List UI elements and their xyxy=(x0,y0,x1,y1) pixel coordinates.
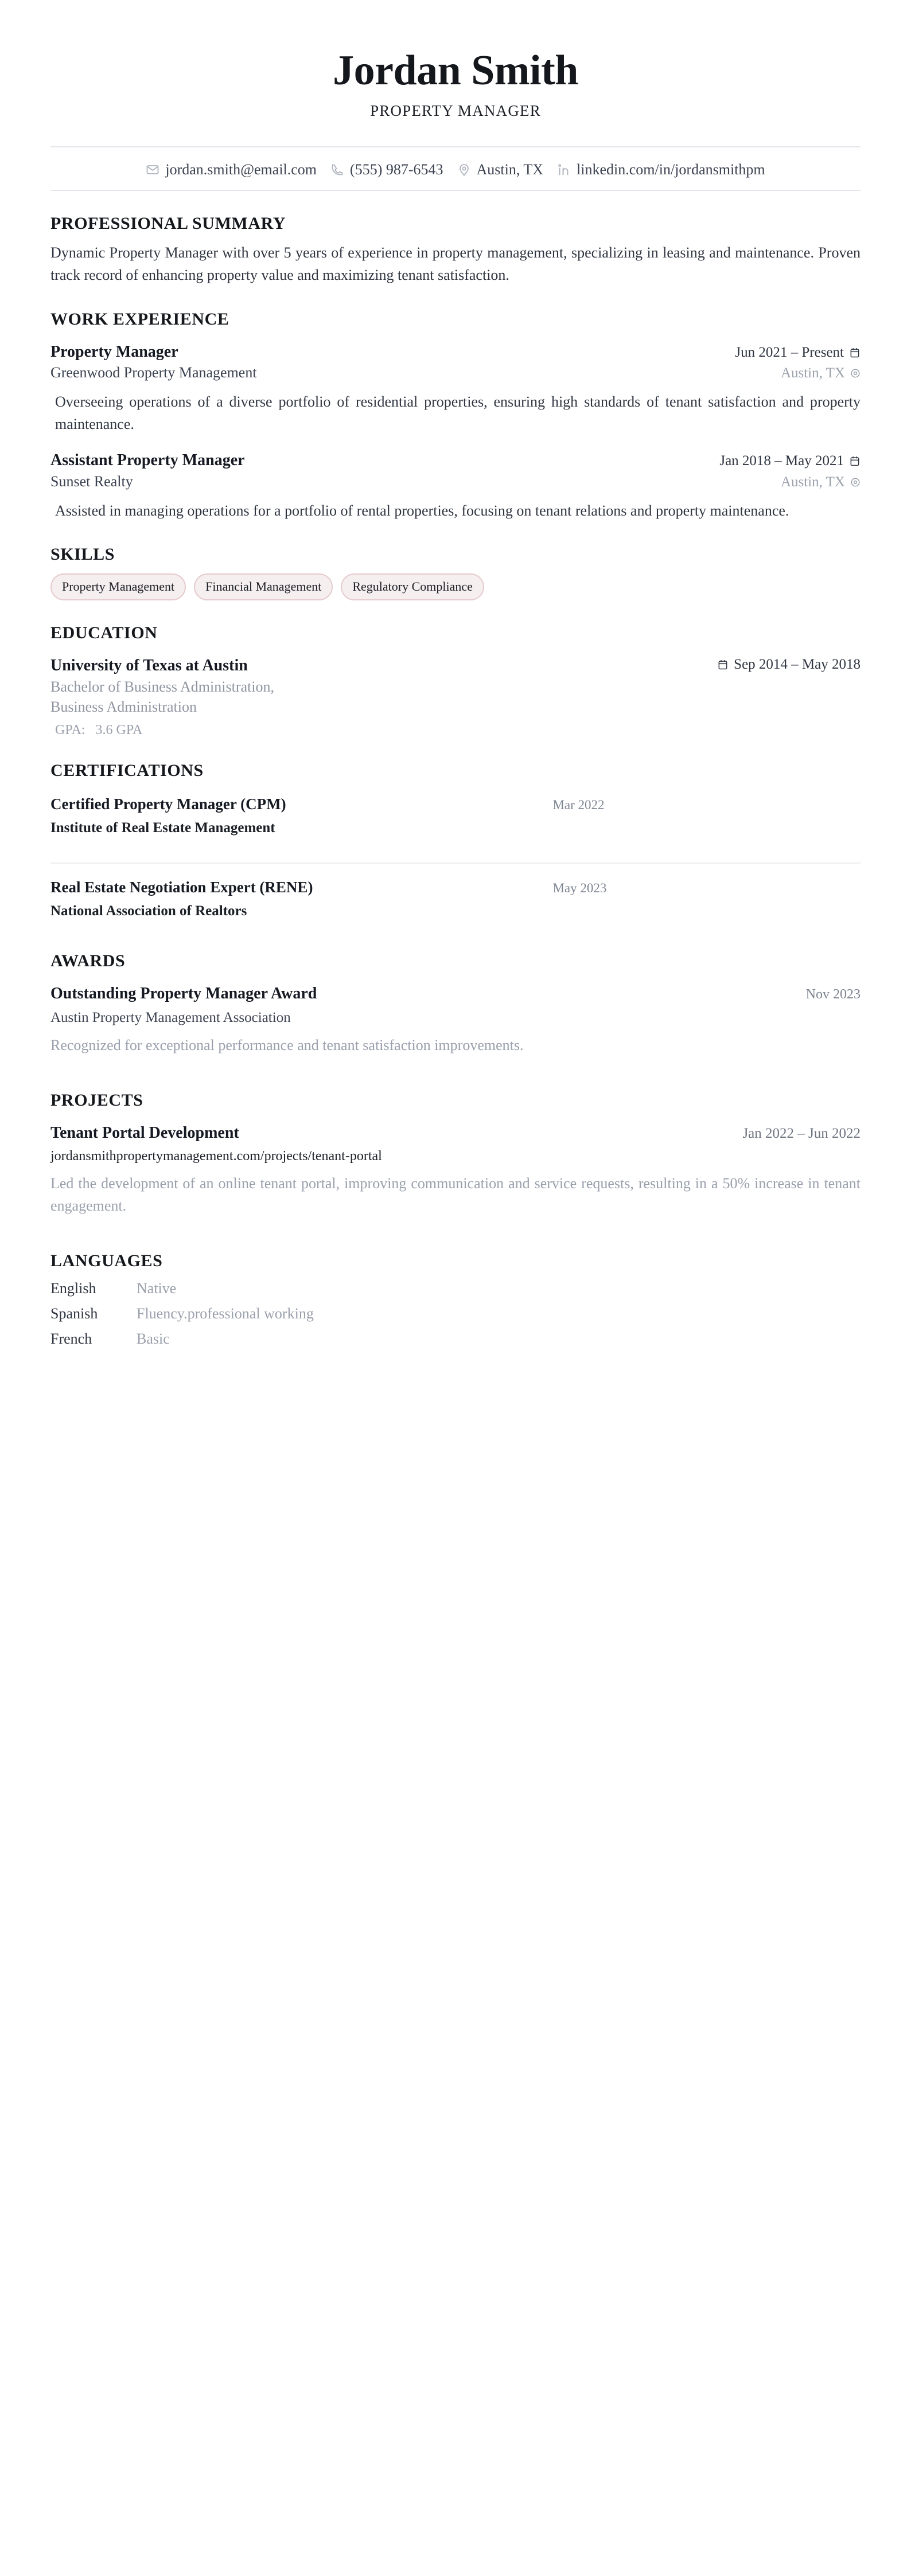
award-description: Recognized for exceptional performance and tenant satisfaction improvements. xyxy=(50,1037,524,1054)
work-description: Overseeing operations of a diverse portfolio of residential properties, ensuring high standards of tenant satisfaction and property maintenance. xyxy=(55,393,861,433)
language-name: Spanish xyxy=(50,1305,98,1322)
education-gpa-label: GPA: xyxy=(55,722,85,737)
section-title-awards: AWARDS xyxy=(50,951,126,970)
education-degree-line-1: Bachelor of Business Administration, xyxy=(50,678,274,695)
summary-text: Dynamic Property Manager with over 5 years of experience in property management, specializing in leasing and maintenance. Proven track record of enhancing property value and maximizing tenant satisfaction. xyxy=(50,244,861,284)
header-divider xyxy=(50,146,861,147)
section-title-work: WORK EXPERIENCE xyxy=(50,309,229,329)
language-name: French xyxy=(50,1330,92,1347)
language-level: Basic xyxy=(137,1330,170,1347)
contact-location-text: Austin, TX xyxy=(476,161,544,178)
section-work-experience xyxy=(50,310,861,522)
work-company: Sunset Realty xyxy=(50,473,133,490)
certification-divider xyxy=(50,862,861,864)
work-entry-subheader xyxy=(50,362,861,383)
award-name: Outstanding Property Manager Award xyxy=(50,984,317,1002)
language-level: Fluency.professional working xyxy=(137,1305,314,1322)
certification-name: Real Estate Negotiation Expert (RENE) xyxy=(50,878,313,896)
work-role: Assistant Property Manager xyxy=(50,451,245,470)
education-dates xyxy=(717,657,861,673)
certification-issuer: Institute of Real Estate Management xyxy=(50,819,275,836)
envelope-icon xyxy=(146,163,159,177)
certification-header xyxy=(50,795,861,813)
contact-linkedin-text: linkedin.com/in/jordansmithpm xyxy=(577,161,765,178)
phone-icon xyxy=(330,163,344,177)
section-awards xyxy=(50,951,861,1056)
calendar-icon xyxy=(849,347,861,358)
page-title: Jordan Smith xyxy=(333,47,578,94)
contact-location[interactable] xyxy=(453,162,548,177)
award-issuer: Austin Property Management Association xyxy=(50,1010,291,1026)
work-entry xyxy=(50,342,861,435)
work-dates-text: Jan 2018 – May 2021 xyxy=(719,453,844,469)
skill-tag: Regulatory Compliance xyxy=(341,573,484,601)
section-title-skills: SKILLS xyxy=(50,544,115,564)
certification-date: May 2023 xyxy=(552,880,607,895)
work-entry-subheader xyxy=(50,471,861,491)
work-entry-header xyxy=(50,342,861,362)
section-projects xyxy=(50,1091,861,1216)
certification-issuer: National Association of Realtors xyxy=(50,903,247,919)
certification-entry xyxy=(50,879,861,919)
award-entry xyxy=(50,983,861,1056)
section-title-languages: LANGUAGES xyxy=(50,1251,163,1270)
work-company: Greenwood Property Management xyxy=(50,364,257,381)
contact-divider xyxy=(50,190,861,191)
certification-name: Certified Property Manager (CPM) xyxy=(50,795,286,813)
section-education xyxy=(50,623,861,738)
education-dates-text: Sep 2014 – May 2018 xyxy=(734,657,861,673)
education-school: University of Texas at Austin xyxy=(50,657,248,675)
work-location xyxy=(781,365,861,381)
language-level: Native xyxy=(137,1279,177,1297)
work-location xyxy=(781,474,861,490)
contact-phone[interactable] xyxy=(326,162,447,177)
language-row xyxy=(50,1305,861,1322)
project-name: Tenant Portal Development xyxy=(50,1124,239,1142)
contact-email-text: jordan.smith@email.com xyxy=(165,161,317,178)
section-certifications xyxy=(50,761,861,919)
education-entry xyxy=(50,655,861,738)
skills-list xyxy=(50,573,861,601)
project-link[interactable]: jordansmithpropertymanagement.com/projects/tenant-portal xyxy=(50,1148,382,1164)
work-dates-text: Jun 2021 – Present xyxy=(735,344,844,360)
project-description: Led the development of an online tenant portal, improving communication and service requests, resulting in a 50% increase in tenant engagement. xyxy=(50,1174,861,1214)
certification-entry xyxy=(50,795,861,836)
contact-email[interactable] xyxy=(141,162,321,177)
contact-row xyxy=(50,162,861,177)
project-entry xyxy=(50,1123,861,1216)
calendar-icon xyxy=(717,659,729,670)
section-title-projects: PROJECTS xyxy=(50,1091,143,1110)
resume-header xyxy=(50,48,861,120)
contact-linkedin[interactable] xyxy=(552,162,770,177)
skill-tag: Financial Management xyxy=(194,573,333,601)
work-entry-header xyxy=(50,450,861,471)
section-title-summary: PROFESSIONAL SUMMARY xyxy=(50,213,286,233)
work-role: Property Manager xyxy=(50,342,178,361)
education-degree-line-2: Business Administration xyxy=(50,698,197,715)
section-title-education: EDUCATION xyxy=(50,623,158,643)
map-pin-icon xyxy=(850,477,861,487)
skill-tag: Property Management xyxy=(50,573,186,601)
work-entry xyxy=(50,450,861,521)
education-gpa xyxy=(50,723,861,738)
work-dates xyxy=(735,345,861,361)
project-header xyxy=(50,1123,861,1143)
work-location-text: Austin, TX xyxy=(780,365,845,381)
award-header xyxy=(50,983,861,1004)
certification-header xyxy=(50,879,861,896)
project-dates: Jan 2022 – Jun 2022 xyxy=(742,1126,861,1142)
map-pin-icon xyxy=(457,163,471,177)
section-professional-summary xyxy=(50,214,861,287)
section-languages xyxy=(50,1251,861,1348)
award-date: Nov 2023 xyxy=(805,986,861,1002)
map-pin-icon xyxy=(850,368,861,378)
contact-phone-text: (555) 987-6543 xyxy=(350,161,443,178)
work-description: Assisted in managing operations for a portfolio of rental properties, focusing on tenant relations and property maintenance. xyxy=(55,502,789,519)
work-location-text: Austin, TX xyxy=(780,474,845,490)
job-title: PROPERTY MANAGER xyxy=(370,102,541,119)
section-title-certifications: CERTIFICATIONS xyxy=(50,760,204,780)
certification-date: Mar 2022 xyxy=(552,797,605,812)
education-gpa-value: 3.6 GPA xyxy=(95,722,143,737)
work-dates xyxy=(719,453,861,469)
education-entry-header xyxy=(50,655,861,676)
languages-list xyxy=(50,1280,861,1348)
language-row xyxy=(50,1330,861,1348)
section-skills xyxy=(50,545,861,601)
linkedin-icon xyxy=(557,163,571,177)
calendar-icon xyxy=(849,455,861,467)
language-row xyxy=(50,1280,861,1297)
language-name: English xyxy=(50,1279,96,1297)
